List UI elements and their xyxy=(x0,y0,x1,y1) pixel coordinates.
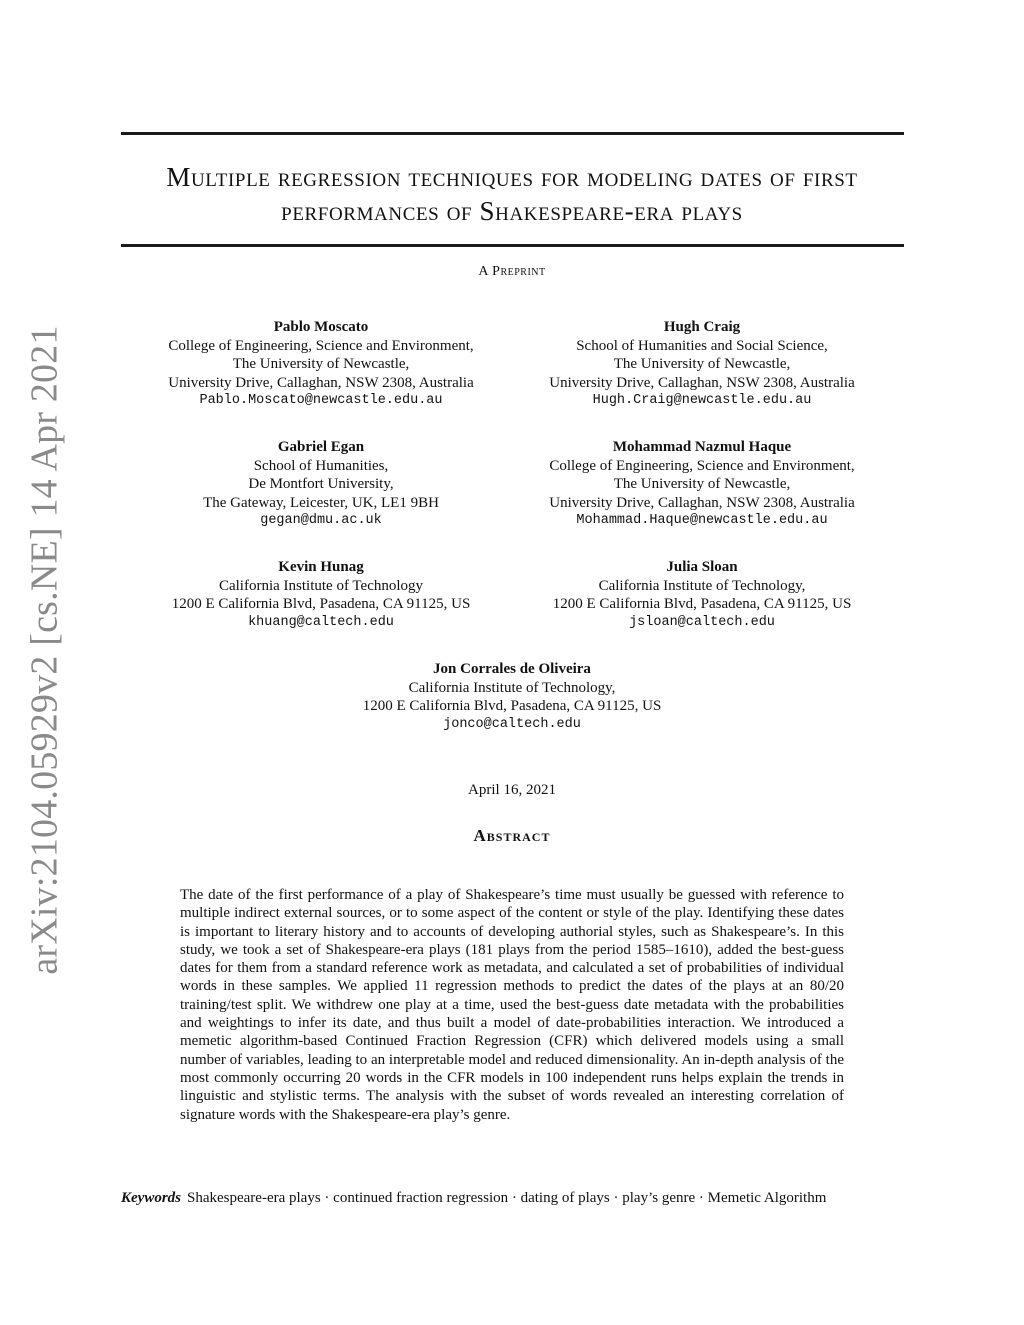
author-name: Julia Sloan xyxy=(666,559,738,575)
author-affiliation-line: 1200 E California Blvd, Pasadena, CA 91125, US xyxy=(552,596,852,612)
author-email[interactable]: jonco@caltech.edu xyxy=(443,716,581,732)
author-email[interactable]: Hugh.Craig@newcastle.edu.au xyxy=(592,393,812,408)
author-block xyxy=(492,558,912,632)
arxiv-identifier: arXiv:2104.05929v2 [cs.NE] 14 Apr 2021 xyxy=(24,325,67,975)
title-rule-top xyxy=(121,132,904,135)
abstract-body: The date of the first performance of a play of Shakespeare’s time must usually be guessed with reference to multiple indirect external sources, or to some aspect of the content or style of the play. Identifying these dates is important to literary history and to accounts of developing authorial styles, such as Shakespeare’s. In this study, we took a set of Shakespeare-era plays (181 plays from the period 1585–1610), added the best-guess dates for them from a standard reference work as metadata, and calculated a set of probabilities of individual words in these samples. We applied 11 regression methods to predict the dates of the plays at an 80/20 training/test split. We withdrew one play at a time, used the best-guess date metadata with the probabilities and weightings to infer its date, and thus built a model of date-probabilities interaction. We introduced a memetic algorithm-based Continued Fraction Regression (CFR) which delivered models using a small number of variables, leading to an interpretable model and reduced dimensionality. An in-depth analysis of the most commonly occurring 20 words in the CFR models in 100 independent runs helps explain the trends in linguistic and stylistic terms. The analysis with the subset of words revealed an interesting correlation of signature words with the Shakespeare-era play’s genre. xyxy=(180,887,844,1123)
paper-title: Multiple regression techniques for modeling dates of first performances of Shakespeare-era plays xyxy=(166,162,858,226)
author-email[interactable]: gegan@dmu.ac.uk xyxy=(260,513,382,528)
author-name: Hugh Craig xyxy=(663,319,741,335)
author-email[interactable]: Pablo.Moscato@newcastle.edu.au xyxy=(199,393,443,408)
author-affiliation-line: The Gateway, Leicester, UK, LE1 9BH xyxy=(203,494,439,511)
author-block xyxy=(111,558,531,632)
preprint-label: A Preprint xyxy=(478,264,546,279)
author-affiliation-line: College of Engineering, Science and Environment, xyxy=(168,337,474,354)
abstract-heading: Abstract xyxy=(473,826,551,845)
author-email[interactable]: jsloan@caltech.edu xyxy=(629,614,775,630)
author-affiliation-line: University Drive, Callaghan, NSW 2308, Australia xyxy=(549,494,855,511)
author-affiliation-line: University Drive, Callaghan, NSW 2308, Australia xyxy=(168,374,474,391)
author-block xyxy=(111,438,531,531)
publication-date: April 16, 2021 xyxy=(468,782,556,798)
author-name: Gabriel Egan xyxy=(277,439,365,455)
keywords-line xyxy=(121,1190,921,1207)
author-affiliation-line: School of Humanities, xyxy=(253,457,389,474)
keywords-label: Keywords xyxy=(121,1190,181,1206)
author-affiliation-line: The University of Newcastle, xyxy=(613,476,791,492)
author-block xyxy=(492,438,912,531)
author-block xyxy=(111,318,531,411)
author-affiliation-line: De Montfort University, xyxy=(248,476,394,492)
keywords-list: Shakespeare-era plays · continued fraction regression · dating of plays · play’s genre · Memetic Algorithm xyxy=(187,1190,827,1206)
author-name: Kevin Hunag xyxy=(278,559,364,575)
author-block xyxy=(492,318,912,411)
author-affiliation-line: 1200 E California Blvd, Pasadena, CA 91125, US xyxy=(362,698,662,714)
author-affiliation-line: School of Humanities and Social Science, xyxy=(576,337,828,354)
title-rule-bottom xyxy=(121,244,904,247)
author-affiliation-line: California Institute of Technology, xyxy=(408,679,616,696)
author-email[interactable]: khuang@caltech.edu xyxy=(248,614,394,630)
author-affiliation-line: The University of Newcastle, xyxy=(613,356,791,372)
author-affiliation-line: College of Engineering, Science and Environment, xyxy=(549,457,855,474)
author-email[interactable]: Mohammad.Haque@newcastle.edu.au xyxy=(576,513,828,528)
author-affiliation-line: California Institute of Technology xyxy=(218,577,424,594)
author-affiliation-line: University Drive, Callaghan, NSW 2308, Australia xyxy=(549,374,855,391)
author-name: Pablo Moscato xyxy=(273,319,369,335)
author-affiliation-line: 1200 E California Blvd, Pasadena, CA 91125, US xyxy=(171,596,471,612)
author-name: Mohammad Nazmul Haque xyxy=(612,439,792,455)
author-affiliation-line: The University of Newcastle, xyxy=(232,356,410,372)
author-block xyxy=(302,660,722,734)
arxiv-sidebar-stamp xyxy=(17,325,73,975)
author-name: Jon Corrales de Oliveira xyxy=(433,661,591,677)
author-affiliation-line: California Institute of Technology, xyxy=(598,577,806,594)
